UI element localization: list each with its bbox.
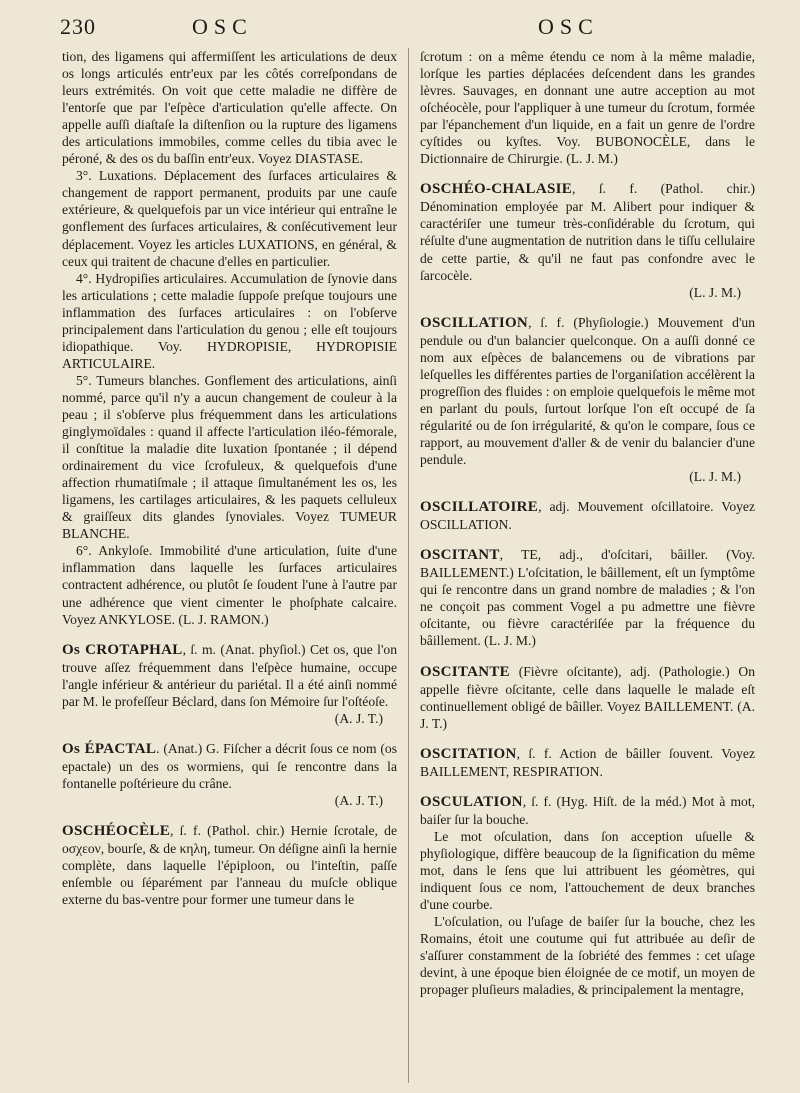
entry-oscillatoire: OSCILLATOIRE, adj. Mouvement oſcillatoire. Voyez OSCILLATION. — [420, 499, 755, 533]
author-signature: (L. J. M.) — [689, 284, 741, 300]
headword: OSCHÉO-CHALASIE — [420, 181, 573, 198]
column-divider — [408, 48, 409, 1083]
entry-oscitante: OSCITANTE (Fièvre oſcitante), adj. (Pathologie.) On appelle fièvre oſcitante, celle dans laquelle le malade eſt continuellement obligé de bâiller. Voyez BAILLEMENT. (A. J. T.) — [420, 663, 755, 731]
running-header — [60, 14, 772, 44]
paragraph: 4°. Hydropiſies articulaires. Accumulation de ſynovie dans les articulations ; cette maladie ſuppoſe preſque toujours une inflammation des ſurfaces articulaires : on l'obſerve principalement dans l'articulation du genou ; elle eſt toujours idiopathique. Voy. HYDROPISIE, HYDROPISIE ARTICULAIRE. — [62, 270, 397, 371]
right-running-head: OSC — [538, 14, 599, 39]
author-signature: (L. J. M.) — [689, 469, 741, 485]
headword: OSCITANTE — [420, 663, 510, 680]
paragraph: tion, des ligamens qui affermiſſent les articulations de deux os longs articulés entr'eux par les côtés correſpondans de leurs extrémités. On voit que cette maladie ne diffère de l'entorſe que par l'eſpèce d'articulation qu'elle affecte. On appelle auſſi diaſtaſe la diſtenſion ou la rupture des ligamens des articulations immobiles, comme celles du tibia avec le péroné, & des os du baſſin entr'eux. Voyez DIASTASE. — [62, 49, 397, 167]
paragraph: 3°. Luxations. Déplacement des ſurfaces articulaires & changement de rapport permanent, produits par une cauſe extérieure, & quelquefois par un vice intérieur qui entraîne le gonflement des ſurfaces articulaires, & conſécutivement leur déplacement. Voyez les articles LUXATIONS, en général, & ceux qui traitent de chacune d'elles en particulier. — [62, 168, 397, 269]
author-signature: (A. J. T.) — [334, 710, 383, 726]
headword: OSCULATION — [420, 793, 523, 810]
entry-os-crotaphal: Os CROTAPHAL, ſ. m. (Anat. phyſiol.) Cet os, que l'on trouve aſſez fréquemment dans l'eſpèce humaine, occupe l'angle inférieur & antérieur du pariétal. Il a été ainſi nommé par M. le profeſſeur Béclard, dans ſon Mémoire ſur l'oſtéoſe. — [62, 641, 397, 709]
entry-oscitation: OSCITATION, ſ. f. Action de bâiller ſouvent. Voyez BAILLEMENT, RESPIRATION. — [420, 745, 755, 779]
entry-oscitant: OSCITANT, TE, adj., d'oſcitari, bâiller. (Voy. BAILLEMENT.) L'oſcitation, le bâillement, eſt un ſymptôme qui ſe rencontre dans un grand nombre de maladies ; & l'on ne conçoit pas comment Vogel a pu admettre une fièvre oſcitante, ou fièvre caractériſée par la fréquence du bâillement. (L. J. M.) — [420, 547, 755, 649]
headword: Os CROTAPHAL — [62, 641, 183, 658]
paragraph: ſcrotum : on a même étendu ce nom à la même maladie, lorſque les parties déplacées deſcendent dans les grandes lèvres. Sauvages, en donnant une autre acception au mot oſchéocèle, pour l'appliquer à une tumeur du ſcrotum, formée par l'épanchement d'un liquide, en a fait un genre de l'ordre cyſtides ou kyſtes. Voy. BUBONOCÈLE, dans le Dictionnaire de Chirurgie. (L. J. M.) — [420, 49, 755, 167]
paragraph: L'oſculation, ou l'uſage de baiſer ſur la bouche, chez les Romains, étoit une coutume qui fut attribuée au deſir de s'aſſurer constamment de la ſobriété des femmes : cet uſage devint, à une époque bien éloignée de ce motif, un moyen de propager pluſieurs maladies, & principalement la mentagre, — [420, 914, 755, 998]
paragraph: 5°. Tumeurs blanches. Gonflement des articulations, ainſi nommé, parce qu'il n'y a aucun changement de couleur à la peau ; il s'obſerve plus fréquemment dans les articulations ginglymoïdales : quand il affecte l'articulation iléo-fémorale, il conſtitue la maladie dite luxation ſpontanée ; il dépend ordinairement du vice ſcrofuleux, & quelquefois d'une affection rhumatiſmale ; il attaque ſimultanément les os, les ligamens, les cartilages articulaires, & les paquets celluleux & graiſſeux dits glandes ſynoviales. Voyez TUMEUR BLANCHE. — [62, 372, 397, 542]
left-running-head: OSC — [192, 14, 253, 39]
entry-oscillation: OSCILLATION, ſ. f. (Phyſiologie.) Mouvement d'un pendule ou d'un balancier quelconque. On a auſſi donné ce nom aux eſpèces de balancemens ou de vibrations par leſquelles les différentes parties de l'organiſation accélèrent la progreſſion des fluides : on emploie quelquefois le même mot en parlant du pouls, ſurtout lorſque l'on eſt occupé de ſa régularité ou de ſon irrégularité, & qu'on le compare, ſous ce rapport, au mouvement d'aller & de venir du balancier d'une pendule. — [420, 314, 755, 468]
entry-oscheocele: OSCHÉOCÈLE, ſ. f. (Pathol. chir.) Hernie ſcrotale, de οσχεον, bourſe, & de κηλη, tumeur. On déſigne ainſi la hernie complète, dans laquelle l'épiploon, ou l'inteſtin, paſſe enſemble ou ſéparément par l'anneau du muſcle oblique externe du bas-ventre pour former une tumeur dans le — [62, 823, 397, 908]
headword: OSCHÉOCÈLE — [62, 823, 171, 840]
left-column — [62, 48, 397, 908]
headword: OSCILLATION — [420, 314, 529, 331]
paragraph: Le mot oſculation, dans ſon acception uſuelle & phyſiologique, diffère beaucoup de la ſignification du même mot, dans le ſens que lui attribuent les géomètres, qui indiquent ſous ce nom, l'attouchement de deux branches d'une courbe. — [420, 828, 755, 913]
page-number: 230 — [60, 14, 96, 39]
headword: OSCILLATOIRE — [420, 499, 539, 516]
entry-oscheo-chalasie: OSCHÉO-CHALASIE, ſ. f. (Pathol. chir.) Dénomination employée par M. Alibert pour indiquer & caractériſer une tumeur très-conſidérable du ſcrotum, qui réſulte d'une augmentation de nutrition dans le tiſſu cellulaire de cette partie, & qu'il ne faut pas confondre avec le ſarcocèle. — [420, 181, 755, 283]
entry-osculation: OSCULATION, ſ. f. (Hyg. Hiſt. de la méd.) Mot à mot, baiſer ſur la bouche. — [420, 793, 755, 827]
headword: Os ÉPACTAL — [62, 740, 157, 757]
right-column — [420, 48, 755, 998]
headword: OSCITANT — [420, 547, 500, 564]
paragraph: 6°. Ankyloſe. Immobilité d'une articulation, ſuite d'une inflammation dans laquelle les ſurfaces articulaires contractent adhérence, ou plutôt ſe ſoudent l'une à l'autre par une adhérence que vient cimenter le phoſphate calcaire. Voyez ANKYLOSE. (L. J. RAMON.) — [62, 543, 397, 627]
entry-os-epactal: Os ÉPACTAL. (Anat.) G. Fiſcher a décrit ſous ce nom (os epactale) un des os wormiens, qui ſe rencontre dans la fontanelle poſtérieure du crâne. — [62, 740, 397, 791]
author-signature: (A. J. T.) — [334, 792, 383, 808]
headword: OSCITATION — [420, 745, 517, 762]
